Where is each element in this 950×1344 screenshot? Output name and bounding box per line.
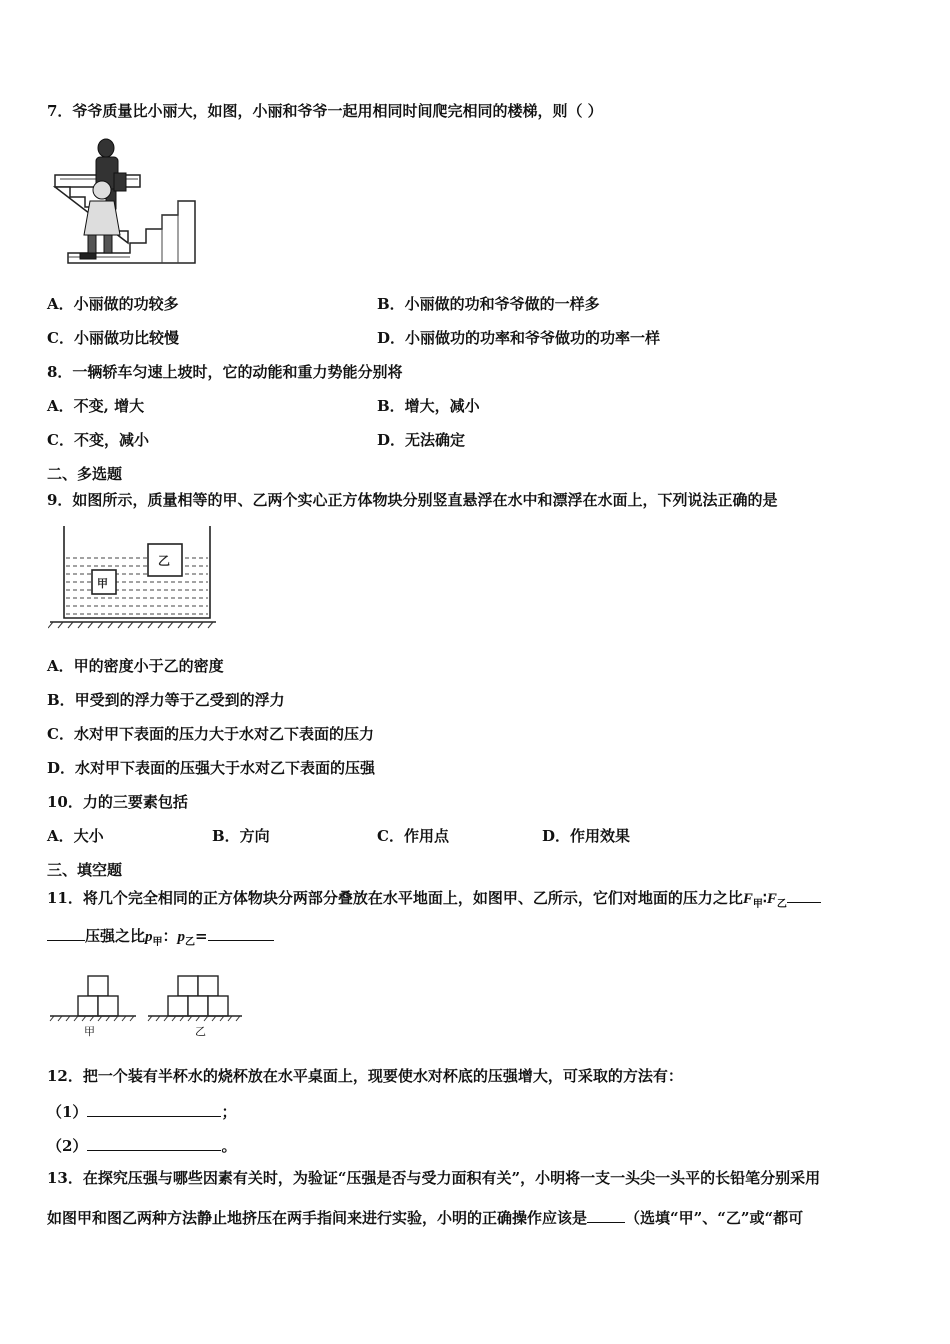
q10-stem: 10．力的三要素包括 (47, 793, 188, 811)
q11-line2 (47, 924, 274, 953)
q8-option-a[interactable]: A．不变, 增大 (47, 397, 145, 415)
q12-item1 (47, 1100, 236, 1122)
q11-stacked-blocks-figure (48, 972, 244, 1022)
q11-sub-yi: 乙 (776, 899, 787, 910)
q12-item1-end: ； (221, 1103, 237, 1121)
q11-var-f2: F (766, 891, 777, 907)
q11-line1 (47, 886, 821, 915)
q9-option-b[interactable]: B．甲受到的浮力等于乙受到的浮力 (47, 691, 285, 709)
block-jia-label: 甲 (97, 577, 108, 590)
q8-option-d[interactable]: D．无法确定 (377, 431, 466, 449)
q11-blank-force-ratio[interactable] (787, 886, 821, 903)
q11-var-p2: p (177, 929, 186, 945)
q12-item2-label: （2） (47, 1137, 88, 1155)
q10-option-d[interactable]: D．作用效果 (542, 827, 631, 845)
q11-colon: ∶ (762, 889, 767, 907)
q7-option-a[interactable]: A．小丽做的功较多 (47, 295, 179, 313)
q10-option-c[interactable]: C．作用点 (377, 827, 449, 845)
q10-option-a[interactable]: A．大小 (47, 827, 104, 845)
q8-stem: 8．一辆轿车匀速上坡时，它的动能和重力势能分别将 (47, 363, 403, 381)
q8-option-c[interactable]: C．不变，减小 (47, 431, 149, 449)
block-yi-label: 乙 (158, 554, 171, 568)
q7-option-d[interactable]: D．小丽做功的功率和爷爷做功的功率一样 (377, 329, 661, 347)
q12-item2-end: 。 (221, 1137, 237, 1155)
q7-option-c[interactable]: C．小丽做功比较慢 (47, 329, 179, 347)
q11-sub-yi-2: 乙 (185, 937, 196, 948)
q11-blank-force-ratio-cont[interactable] (47, 924, 85, 941)
section-heading-fill: 三、填空题 (47, 861, 123, 879)
q12-stem: 12．把一个装有半杯水的烧杯放在水平桌面上，现要使水对杯底的压强增大，可采取的方法有： (47, 1067, 683, 1085)
q11-stem: 11．将几个完全相同的正方体物块分两部分叠放在水平地面上，如图甲、乙所示，它们对地面的压力之比 (47, 889, 743, 907)
q8-option-b[interactable]: B．增大，减小 (377, 397, 480, 415)
q9-option-a[interactable]: A．甲的密度小于乙的密度 (47, 657, 224, 675)
q11-line2-text: 压强之比 (85, 927, 146, 945)
q9-water-tank-figure (48, 522, 218, 632)
q11-blank-pressure-ratio[interactable] (208, 924, 274, 941)
q13-line2a: 如图甲和图乙两种方法静止地挤压在两手指间来进行实验，小明的正确操作应该是 (47, 1209, 588, 1227)
q11-sub-jia: 甲 (752, 899, 763, 910)
q7-staircase-figure (50, 135, 198, 273)
q13-line2 (47, 1206, 803, 1228)
q9-option-d[interactable]: D．水对甲下表面的压强大于水对乙下表面的压强 (47, 759, 376, 777)
q9-option-c[interactable]: C．水对甲下表面的压力大于水对乙下表面的压力 (47, 725, 374, 743)
q12-item1-label: （1） (47, 1103, 88, 1121)
q11-fig-label-jia: 甲 (84, 1025, 95, 1038)
q9-stem: 9．如图所示，质量相等的甲、乙两个实心正方体物块分别竖直悬浮在水中和漂浮在水面上，下列说法正确的是 (47, 491, 778, 509)
q10-option-b[interactable]: B．方向 (212, 827, 270, 845)
q13-line1: 13．在探究压强与哪些因素有关时，为验证“压强是否与受力面积有关”，小明将一支一头尖一头平的长铅笔分别采用 (47, 1169, 821, 1187)
q12-blank-2[interactable] (87, 1134, 221, 1151)
q13-line2b: （选填“甲”、“乙”或“都可 (625, 1209, 804, 1227)
q11-var-f1: F (742, 891, 753, 907)
q7-stem: 7．爷爷质量比小丽大，如图，小丽和爷爷一起用相同时间爬完相同的楼梯，则（ ） (47, 102, 603, 120)
q12-item2 (47, 1134, 236, 1156)
section-heading-multi: 二、多选题 (47, 465, 123, 483)
q12-blank-1[interactable] (87, 1100, 221, 1117)
q11-var-p1: p (145, 929, 153, 945)
q11-sub-jia-2: 甲 (152, 937, 163, 948)
q13-blank[interactable] (587, 1206, 625, 1223)
q11-colon2: ： (162, 927, 178, 945)
q11-fig-label-yi: 乙 (195, 1025, 206, 1038)
q11-equals: = (195, 927, 208, 945)
q7-option-b[interactable]: B．小丽做的功和爷爷做的一样多 (377, 295, 600, 313)
